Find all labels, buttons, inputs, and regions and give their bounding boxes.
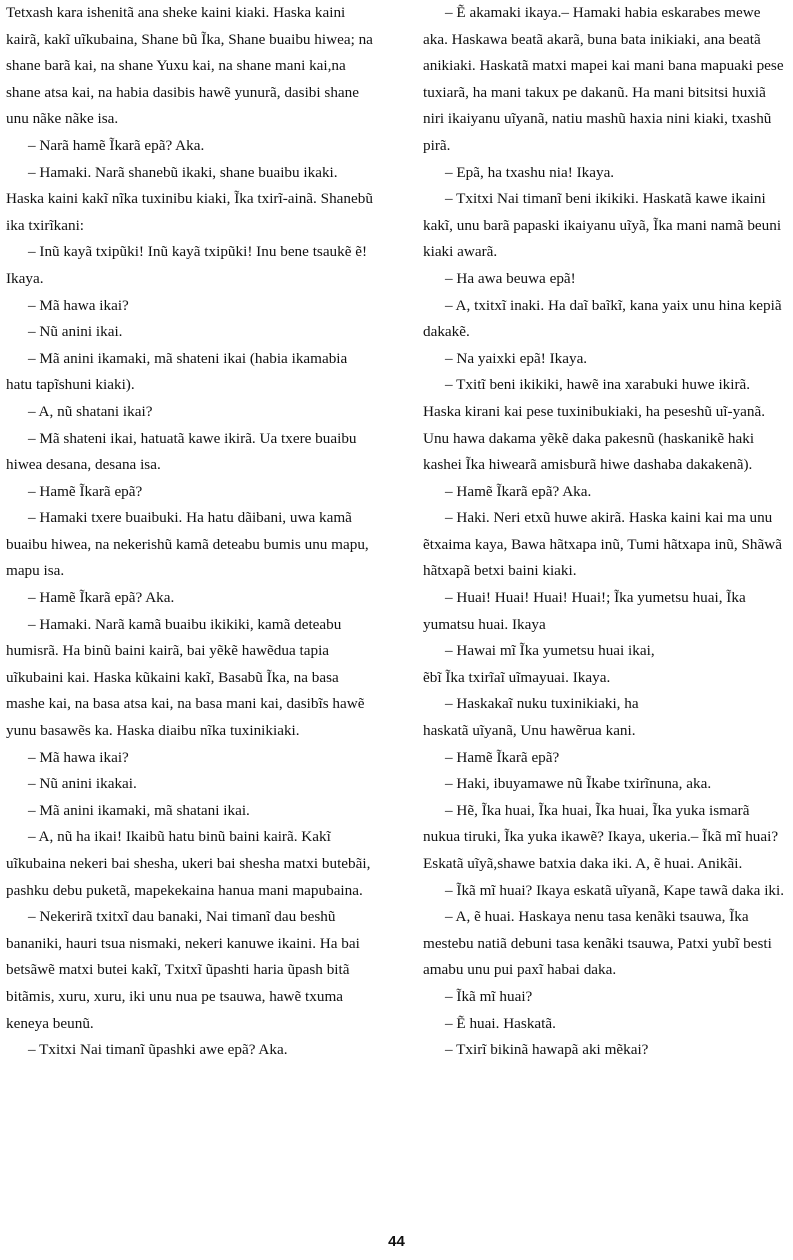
paragraph: – Nekerirã txitxĩ dau banaki, Nai timanĩ dau beshũ bananiki, hauri tsua nismaki, nekeri kanuwe ikaini. Ha bai betsãwẽ matxi butei kakĩ, Txitxĩ ũpashti haria ũpash bitã bitãmis, xuru, xuru, iki unu nua pe tsauwa, hawẽ txuma keneya beunũ.: [6, 908, 360, 1032]
paragraph: – Mã hawa ikai?: [28, 748, 129, 766]
paragraph: – Hawai mĩ Ĩka yumetsu huai ikai,: [445, 642, 655, 660]
paragraph: – Haskakaĩ nuku tuxinikiaki, ha: [445, 695, 639, 713]
paragraph: – Hamaki. Narã shanebũ ikaki, shane buaibu ikaki. Haska kaini kakĩ nĩka tuxinibu kiaki, Ĩka txirĩ-ainã. Shanebũ ika txirĩkani:: [6, 163, 373, 234]
paragraph: – A, ẽ huai. Haskaya nenu tasa kenãki tsauwa, Ĩka mestebu natiã debuni tasa kenãki tsauwa, Patxi yubĩ besti amabu unu pui paxĩ habai daka.: [423, 908, 772, 979]
paragraph: – Ha awa beuwa epã!: [445, 269, 576, 287]
paragraph: – Txirĩ bikinã hawapã aki mẽkai?: [445, 1041, 649, 1059]
paragraph: – Haki. Neri etxũ huwe akirã. Haska kaini kai ma unu ẽtxaima kaya, Bawa hãtxapa inũ, Tumi hãtxapa inũ, Shãwã hãtxapã betxi baini kiaki.: [423, 509, 782, 580]
paragraph: – Hamẽ Ĩkarã epã? Aka.: [28, 589, 175, 607]
paragraph: – Mã anini ikamaki, mã shateni ikai (habia ikamabia hatu tapĩshuni kiaki).: [6, 349, 348, 394]
paragraph: – A, nũ shatani ikai?: [28, 402, 153, 420]
paragraph: – Hẽ, Ĩka huai, Ĩka huai, Ĩka huai, Ĩka yuka ismarã nukua tiruki, Ĩka yuka ikawẽ? Ikaya, ukeria.– Ĩkã mĩ huai? Eskatã uĩyã,shawe batxia daka iki. A, ẽ huai. Anikãi.: [423, 801, 779, 872]
right-column: [423, 0, 789, 1064]
paragraph: – Nũ anini ikakai.: [28, 775, 137, 793]
paragraph: haskatã uĩyanã, Unu hawẽrua kani.: [423, 722, 636, 740]
paragraph: – Hamẽ Ĩkarã epã? Aka.: [445, 482, 592, 500]
paragraph: – Na yaixki epã! Ikaya.: [445, 349, 588, 367]
paragraph: Tetxash kara ishenitã ana sheke kaini kiaki. Haska kaini kairã, kakĩ uĩkubaina, Shane bũ Ĩka, Shane buaibu hiwea; na shane barã kai, na shane Yuxu kai, na shane mani kai,na shane atsa kai, na habia dasibis hawẽ yunurã, dasibi shane unu nãke nãke isa.: [6, 4, 373, 128]
paragraph: – Haki, ibuyamawe nũ Ĩkabe txirĩnuna, aka.: [445, 775, 712, 793]
paragraph: – Mã shateni ikai, hatuatã kawe ikirã. Ua txere buaibu hiwea desana, desana isa.: [6, 429, 357, 474]
paragraph: – Hamaki txere buaibuki. Ha hatu dãibani, uwa kamã buaibu hiwea, na nekerishũ kamã deteabu bumis unu mapu, mapu isa.: [6, 509, 369, 580]
left-column: [6, 0, 375, 1064]
paragraph: – A, txitxĩ inaki. Ha daĩ baĩkĩ, kana yaix unu hina kepiã dakakẽ.: [423, 296, 782, 341]
page-number: 44: [388, 1233, 405, 1250]
paragraph: – Txitĩ beni ikikiki, hawẽ ina xarabuki huwe ikirã. Haska kirani kai pese tuxinibukiaki, ha peseshũ uĩ-yanã. Unu hawa dakama yẽkẽ daka pakesnũ (haskanikẽ haki kashei Ĩka hiwearã amisburã hiwe dashaba dakakenã).: [423, 376, 766, 474]
paragraph: – Ẽ huai. Haskatã.: [445, 1014, 556, 1032]
paragraph: – Ẽ akamaki ikaya.– Hamaki habia eskarabes mewe aka. Haskawa beatã akarã, buna bata inikiaki, ana beatã anikiaki. Haskatã matxi mapei kai mani bana mapuaki pese tuxiarã, ha mani takux pe dakanũ. Ha mani bitsitsi huxiã niri ikaiyanu uĩyanã, natiu mashũ haxia nini kiaki, txashũ pirã.: [423, 4, 784, 154]
paragraph: – A, nũ ha ikai! Ikaibũ hatu binũ baini kairã. Kakĩ uĩkubaina nekeri bai shesha, ukeri bai shesha matxi butebãi, pashku debu puketã, mapekekaina hanua mani mapubaina.: [6, 828, 371, 899]
paragraph: – Nũ anini ikai.: [28, 323, 123, 341]
paragraph: – Hamẽ Ĩkarã epã?: [445, 748, 560, 766]
paragraph: – Mã anini ikamaki, mã shatani ikai.: [28, 801, 250, 819]
paragraph: – Hamaki. Narã kamã buaibu ikikiki, kamã deteabu humisrã. Ha binũ baini kairã, bai yẽkẽ hawẽdua tapia uĩkubaini kai. Haska kũkaini kakĩ, Basabũ Ĩka, na basa mashe kai, na basa atsa kai, na basa mani kai, dasibĩs hawẽ yunu basawẽs ka. Haska diaibu nĩka tuxinikiaki.: [6, 615, 365, 740]
paragraph: – Ĩkã mĩ huai?: [445, 987, 533, 1005]
paragraph: – Epã, ha txashu nia! Ikaya.: [445, 163, 615, 181]
paragraph: – Hamẽ Ĩkarã epã?: [28, 482, 143, 500]
paragraph: – Huai! Huai! Huai! Huai!; Ĩka yumetsu huai, Ĩka yumatsu huai. Ikaya: [423, 589, 746, 633]
paragraph: – Ĩkã mĩ huai? Ikaya eskatã uĩyanã, Kape tawã daka iki.: [445, 881, 785, 899]
paragraph: – Txitxi Nai timanĩ ũpashki awe epã? Aka.: [28, 1041, 288, 1059]
paragraph: – Inũ kayã txipũki! Inũ kayã txipũki! Inu bene tsaukẽ ẽ! Ikaya.: [6, 243, 368, 287]
paragraph: – Txitxi Nai timanĩ beni ikikiki. Haskatã kawe ikaini kakĩ, unu barã papaski ikaiyanu uĩyã, Ĩka mani namã beuni kiaki awarã.: [423, 190, 782, 261]
paragraph: ẽbĩ Ĩka txirĩaĩ uĩmayuai. Ikaya.: [423, 668, 611, 686]
paragraph: – Narã hamẽ Ĩkarã epã? Aka.: [28, 136, 205, 154]
paragraph: – Mã hawa ikai?: [28, 296, 129, 314]
